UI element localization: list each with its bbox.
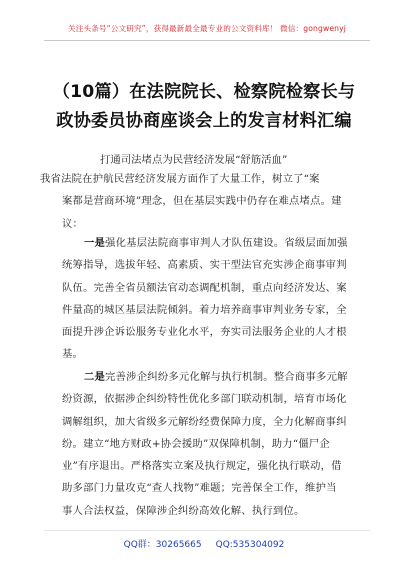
paragraph-line: 调解组织，加大省级多元解纷经费保障力度，全力化解商事纠 [62,415,347,428]
header-banner: 关注头条号“公文研究”，获得最新最全最专业的公文资料库！ 微信：gongwenyj [67,24,347,33]
header-divider [44,40,370,41]
title-line-1: （10篇）在法院院长、检察院检察长与 [52,82,356,102]
paragraph-lead: 二是 [84,371,106,383]
footer-contact [0,537,408,550]
footer-divider [44,530,370,531]
paragraph-two [62,366,358,522]
paragraph-line: 件量高的城区基层法院倾斜。着力培养商事审判业务专家，全 [62,303,347,316]
paragraph-line: 事人合法权益，保障涉企纠纷高效化解、执行到位。 [62,504,305,517]
title-line-2: 政协委员协商座谈会上的发言材料汇编 [56,111,352,131]
qq-text: QQ:535304092 [215,540,285,550]
paragraph-line: 队伍。完善全省员额法官动态调配机制，重点向经济发达、案 [62,281,347,294]
paragraph-lead: 一是 [84,237,106,249]
document-subtitle: 打通司法堵点为民营经济发展“舒筋活血” [100,154,288,166]
paragraph-line: 纷资源，依据涉企纠纷特性优化多部门联动机制，培育市场化 [62,393,347,406]
intro-line: 我省法院在护航民营经济发展方面作了大量工作，树立了“案 [40,173,320,185]
paragraph-line [62,232,358,254]
intro-line: 议： [62,217,84,230]
paragraph-line: 统筹指导，选拔年轻、高素质、实干型法官充实涉企商事审判 [62,259,347,272]
paragraph-line: 业”有序退出。严格落实立案及执行规定，强化执行联动，借 [62,460,342,473]
paragraph-line: 助多部门力量攻克“查人找物”难题；完善保全工作，维护当 [62,482,337,495]
paragraph-line: 纷。建立“地方财政+协会援助”双保障机制，助力“僵尸企 [62,437,330,450]
paragraph-line [62,366,358,388]
paragraph-text: 强化基层法院商事审判人才队伍建设。省级层面加强 [105,237,348,249]
paragraph-text: 完善涉企纠纷多元化解与执行机制。整合商事多元解 [105,371,348,383]
paragraph-one [62,232,358,366]
qq-group-text: QQ群：30265665 [123,540,202,550]
intro-line: 案都是营商环境”理念，但在基层实践中仍存在难点堵点。建 [62,195,342,208]
intro-paragraph [40,168,358,235]
paragraph-line: 面提升涉企诉讼服务专业化水平，夯实司法服务企业的人才根 [62,326,347,339]
document-title [20,78,388,136]
paragraph-line: 基。 [62,348,84,361]
